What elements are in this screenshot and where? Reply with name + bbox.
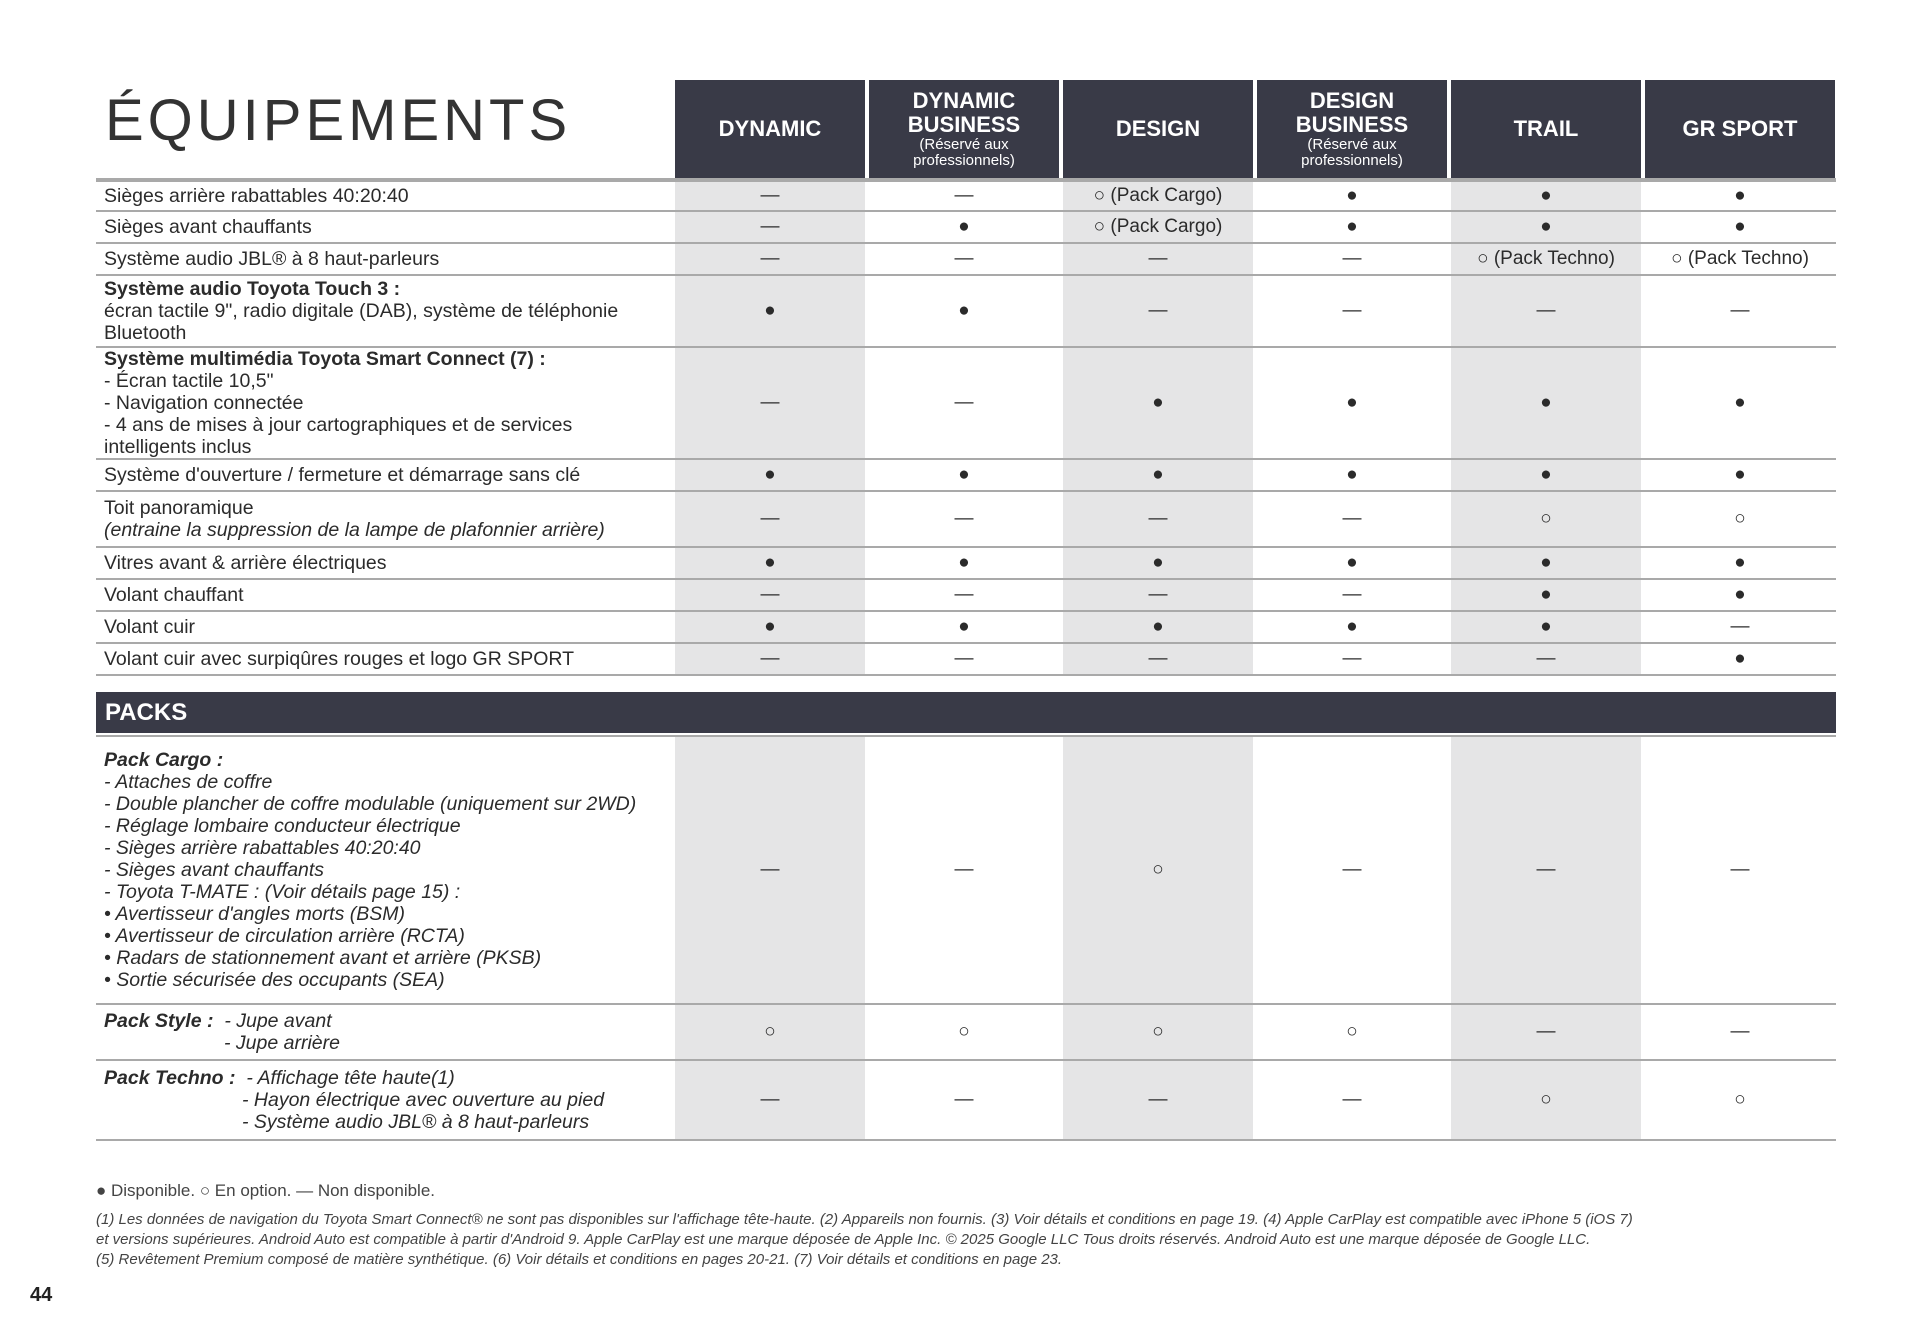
value-cell: — bbox=[675, 348, 865, 458]
col-name: DYNAMIC bbox=[718, 115, 822, 141]
label-text: - Double plancher de coffre modulable (uniquement sur 2WD) bbox=[104, 793, 637, 815]
value-cell: ● bbox=[1451, 182, 1641, 210]
col-name: DESIGN bbox=[1115, 115, 1201, 141]
value-cell: ○ bbox=[1063, 737, 1253, 1003]
label-text: Système audio Toyota Touch 3 : bbox=[104, 278, 401, 300]
label-text: • Radars de stationnement avant et arrière (PKSB) bbox=[104, 947, 542, 969]
value-cell: ● bbox=[1346, 464, 1358, 485]
value-cell: ○ (Pack Cargo) bbox=[1063, 212, 1253, 242]
value-cell: — bbox=[954, 859, 974, 880]
value-cell: ○ bbox=[675, 1005, 865, 1059]
col-header bbox=[675, 80, 865, 178]
value-cell: — bbox=[954, 185, 974, 206]
value-cell: — bbox=[954, 1089, 974, 1110]
page-number: 44 bbox=[30, 1284, 53, 1306]
value-cell: ○ (Pack Cargo) bbox=[1063, 182, 1253, 210]
value-cell: — bbox=[1451, 644, 1641, 674]
col-header bbox=[1063, 80, 1253, 178]
label-line bbox=[104, 584, 667, 606]
pack-row bbox=[96, 735, 1836, 1005]
value-cell: — bbox=[1342, 248, 1362, 269]
label-tail: - Jupe avant bbox=[213, 1010, 332, 1032]
label-text: • Sortie sécurisée des occupants (SEA) bbox=[104, 969, 445, 991]
value-cell: — bbox=[954, 392, 974, 413]
label-line bbox=[104, 436, 667, 458]
row-label bbox=[96, 548, 675, 578]
value-cell: ● bbox=[1063, 460, 1253, 490]
value-cell: ● bbox=[675, 612, 865, 642]
label-line bbox=[104, 552, 667, 574]
label-text: • Avertisseur de circulation arrière (RCTA) bbox=[104, 925, 465, 947]
value-cell: — bbox=[954, 248, 974, 269]
value-cell: ● bbox=[1063, 612, 1253, 642]
label-line bbox=[104, 322, 667, 344]
value-cell: ● bbox=[958, 216, 970, 237]
value-cell: — bbox=[954, 584, 974, 605]
value-cell: ● bbox=[675, 460, 865, 490]
pack-label bbox=[96, 737, 675, 1003]
value-cell: ● bbox=[1346, 185, 1358, 206]
label-line bbox=[104, 1111, 667, 1133]
value-cell: — bbox=[675, 212, 865, 242]
col-name: TRAIL bbox=[1513, 115, 1579, 141]
table-row bbox=[96, 580, 1836, 612]
label-text: Sièges avant chauffants bbox=[104, 216, 312, 238]
value-cell: — bbox=[1063, 644, 1253, 674]
value-cell: ● bbox=[1451, 548, 1641, 578]
label-line bbox=[104, 392, 667, 414]
value-cell: ○ bbox=[1734, 508, 1746, 529]
value-cell: — bbox=[1342, 648, 1362, 669]
value-cell: — bbox=[1063, 244, 1253, 274]
value-cell: — bbox=[675, 580, 865, 610]
label-text: Système audio JBL® à 8 haut-parleurs bbox=[104, 248, 440, 270]
label-line bbox=[104, 881, 667, 903]
label-line bbox=[104, 348, 667, 370]
value-cell: ● bbox=[1451, 212, 1641, 242]
value-cell: — bbox=[1730, 859, 1750, 880]
table-row bbox=[96, 548, 1836, 580]
label-text: Système d'ouverture / fermeture et démarrage sans clé bbox=[104, 464, 581, 486]
row-label bbox=[96, 182, 675, 210]
packs-title: PACKS bbox=[96, 692, 1836, 733]
table-row bbox=[96, 612, 1836, 644]
value-cell: — bbox=[1451, 1005, 1641, 1059]
value-cell: ○ (Pack Techno) bbox=[1451, 244, 1641, 274]
value-cell: — bbox=[1342, 859, 1362, 880]
value-cell: ● bbox=[675, 548, 865, 578]
label-text: - Hayon électrique avec ouverture au pied bbox=[242, 1089, 605, 1111]
value-cell: ● bbox=[1346, 392, 1358, 413]
label-text: écran tactile 9", radio digitale (DAB), système de téléphonie bbox=[104, 300, 619, 322]
value-cell: ● bbox=[958, 464, 970, 485]
value-cell: ● bbox=[1451, 460, 1641, 490]
value-cell: ○ bbox=[1734, 1089, 1746, 1110]
value-cell: ● bbox=[1734, 185, 1746, 206]
value-cell: — bbox=[1730, 1021, 1750, 1042]
value-cell: — bbox=[1063, 276, 1253, 346]
row-label bbox=[96, 644, 675, 674]
label-text: Bluetooth bbox=[104, 322, 187, 344]
value-cell: ● bbox=[1734, 392, 1746, 413]
label-text: - Sièges avant chauffants bbox=[104, 859, 325, 881]
label-text: Vitres avant & arrière électriques bbox=[104, 552, 387, 574]
label-line bbox=[104, 1089, 667, 1111]
label-text: (entraine la suppression de la lampe de plafonnier arrière) bbox=[104, 519, 605, 541]
value-cell: — bbox=[1451, 737, 1641, 1003]
value-cell: ○ bbox=[958, 1021, 970, 1042]
label-line bbox=[104, 414, 667, 436]
label-line bbox=[104, 648, 667, 670]
value-cell: ● bbox=[675, 276, 865, 346]
col-name: GR SPORT bbox=[1682, 115, 1798, 141]
label-line bbox=[104, 1067, 667, 1089]
value-cell: ● bbox=[1734, 464, 1746, 485]
footnote-line: et versions supérieures. Android Auto est compatible à partir d'Android 9. Apple CarPlay est une marque déposée de Apple Inc. © 2025 Google LLC Tous droits réservés. Android Auto est une marque déposée de Google LLC. bbox=[96, 1231, 1591, 1248]
row-label bbox=[96, 348, 675, 458]
table-row bbox=[96, 644, 1836, 676]
value-cell: ● bbox=[1346, 216, 1358, 237]
label-line bbox=[104, 771, 667, 793]
value-cell: — bbox=[675, 244, 865, 274]
value-cell: — bbox=[1342, 300, 1362, 321]
label-text: - Jupe arrière bbox=[224, 1032, 340, 1054]
table-row bbox=[96, 348, 1836, 460]
value-cell: — bbox=[1342, 584, 1362, 605]
label-text: - Attaches de coffre bbox=[104, 771, 273, 793]
value-cell: ● bbox=[1451, 580, 1641, 610]
pack-label bbox=[96, 1005, 675, 1059]
value-cell: — bbox=[1342, 508, 1362, 529]
equipment-table bbox=[96, 80, 1836, 676]
label-line bbox=[104, 749, 667, 771]
value-cell: — bbox=[675, 492, 865, 546]
label-line bbox=[104, 616, 667, 638]
value-cell: ● bbox=[1451, 348, 1641, 458]
table-row bbox=[96, 212, 1836, 244]
value-cell: — bbox=[1063, 580, 1253, 610]
col-header bbox=[1257, 80, 1447, 178]
col-header bbox=[869, 80, 1059, 178]
table-header bbox=[96, 80, 1836, 178]
label-line bbox=[104, 947, 667, 969]
label-line bbox=[104, 497, 667, 519]
label-text: Sièges arrière rabattables 40:20:40 bbox=[104, 185, 409, 207]
col-header bbox=[1645, 80, 1835, 178]
label-text: - Toyota T-MATE : (Voir détails page 15) : bbox=[104, 881, 461, 903]
label-line bbox=[104, 185, 667, 207]
label-line bbox=[104, 1032, 667, 1054]
label-text: Pack Style : bbox=[104, 1010, 214, 1032]
value-cell: ○ bbox=[1063, 1005, 1253, 1059]
label-line bbox=[104, 278, 667, 300]
legend: ● Disponible. ○ En option. — Non disponible. bbox=[96, 1181, 436, 1200]
label-line bbox=[104, 837, 667, 859]
value-cell: ● bbox=[1063, 548, 1253, 578]
value-cell: — bbox=[1342, 1089, 1362, 1110]
footnote-line: (1) Les données de navigation du Toyota Smart Connect® ne sont pas disponibles sur l'affichage tête-haute. (2) Appareils non fournis. (3) Voir détails et conditions en page 19. (4) Apple CarPlay est compatible avec iPhone 5 (iOS 7) bbox=[96, 1211, 1633, 1228]
label-text: Volant chauffant bbox=[104, 584, 244, 606]
label-line bbox=[104, 793, 667, 815]
col-name: BUSINESS bbox=[1295, 112, 1409, 138]
value-cell: — bbox=[1063, 492, 1253, 546]
label-line bbox=[104, 903, 667, 925]
value-cell: — bbox=[675, 737, 865, 1003]
pack-label bbox=[96, 1061, 675, 1139]
label-text: - Réglage lombaire conducteur électrique bbox=[104, 815, 461, 837]
label-text: Système multimédia Toyota Smart Connect (7) : bbox=[104, 348, 546, 370]
label-line bbox=[104, 248, 667, 270]
row-label bbox=[96, 460, 675, 490]
label-text: • Avertisseur d'angles morts (BSM) bbox=[104, 903, 405, 925]
value-cell: ● bbox=[1734, 584, 1746, 605]
pack-row bbox=[96, 1005, 1836, 1061]
value-cell: — bbox=[675, 182, 865, 210]
label-text: - 4 ans de mises à jour cartographiques et de services bbox=[104, 414, 573, 436]
label-line bbox=[104, 925, 667, 947]
label-text: - Navigation connectée bbox=[104, 392, 304, 414]
label-line bbox=[104, 859, 667, 881]
col-sub: professionnels) bbox=[913, 152, 1015, 170]
value-cell: ● bbox=[1734, 216, 1746, 237]
value-cell: — bbox=[954, 508, 974, 529]
footnote-line: (5) Revêtement Premium composé de matière synthétique. (6) Voir détails et conditions en pages 20-21. (7) Voir détails et conditions en page 23. bbox=[96, 1251, 1063, 1268]
footnotes bbox=[96, 1210, 1836, 1270]
value-cell: ● bbox=[1734, 552, 1746, 573]
label-line bbox=[104, 370, 667, 392]
col-header bbox=[1451, 80, 1641, 178]
label-text: - Système audio JBL® à 8 haut-parleurs bbox=[242, 1111, 590, 1133]
value-cell: — bbox=[675, 1061, 865, 1139]
label-line bbox=[104, 815, 667, 837]
value-cell: ○ bbox=[1451, 492, 1641, 546]
value-cell: ● bbox=[958, 300, 970, 321]
label-text: Volant cuir avec surpiqûres rouges et logo GR SPORT bbox=[104, 648, 575, 670]
col-sub: (Réservé aux bbox=[919, 136, 1009, 154]
page-title: ÉQUIPEMENTS bbox=[105, 88, 572, 153]
label-text: Pack Cargo : bbox=[104, 749, 224, 771]
label-line bbox=[104, 300, 667, 322]
label-text: Toit panoramique bbox=[104, 497, 254, 519]
label-text: Volant cuir bbox=[104, 616, 196, 638]
col-name: BUSINESS bbox=[907, 112, 1021, 138]
value-cell: — bbox=[1451, 276, 1641, 346]
col-name: DESIGN bbox=[1309, 88, 1395, 114]
col-sub: (Réservé aux bbox=[1307, 136, 1397, 154]
value-cell: ○ bbox=[1346, 1021, 1358, 1042]
label-line bbox=[104, 519, 667, 541]
row-label bbox=[96, 212, 675, 242]
label-tail: - Affichage tête haute(1) bbox=[235, 1067, 455, 1089]
label-line bbox=[104, 1010, 667, 1032]
packs-table bbox=[96, 735, 1836, 1141]
equipment-rows bbox=[96, 178, 1836, 676]
row-label bbox=[96, 276, 675, 346]
row-label bbox=[96, 492, 675, 546]
value-cell: ● bbox=[1451, 612, 1641, 642]
table-row bbox=[96, 492, 1836, 548]
pack-row bbox=[96, 1061, 1836, 1141]
label-text: Pack Techno : bbox=[104, 1067, 236, 1089]
value-cell: ● bbox=[1346, 616, 1358, 637]
col-name: DYNAMIC bbox=[912, 88, 1016, 114]
label-text: - Écran tactile 10,5" bbox=[104, 370, 274, 392]
label-line bbox=[104, 216, 667, 238]
label-text: intelligents inclus bbox=[104, 436, 252, 458]
value-cell: — bbox=[1730, 616, 1750, 637]
label-line bbox=[104, 969, 667, 991]
value-cell: ○ bbox=[1451, 1061, 1641, 1139]
table-row bbox=[96, 460, 1836, 492]
table-row bbox=[96, 276, 1836, 348]
table-row bbox=[96, 180, 1836, 212]
value-cell: ● bbox=[958, 616, 970, 637]
value-cell: — bbox=[675, 644, 865, 674]
value-cell: — bbox=[1063, 1061, 1253, 1139]
label-line bbox=[104, 464, 667, 486]
value-cell: ● bbox=[1346, 552, 1358, 573]
value-cell: — bbox=[1730, 300, 1750, 321]
value-cell: ● bbox=[1063, 348, 1253, 458]
value-cell: ● bbox=[1734, 648, 1746, 669]
label-text: - Sièges arrière rabattables 40:20:40 bbox=[104, 837, 421, 859]
row-label bbox=[96, 612, 675, 642]
table-row bbox=[96, 244, 1836, 276]
row-label bbox=[96, 244, 675, 274]
value-cell: ● bbox=[958, 552, 970, 573]
value-cell: — bbox=[954, 648, 974, 669]
row-label bbox=[96, 580, 675, 610]
value-cell: ○ (Pack Techno) bbox=[1671, 248, 1809, 269]
col-sub: professionnels) bbox=[1301, 152, 1403, 170]
